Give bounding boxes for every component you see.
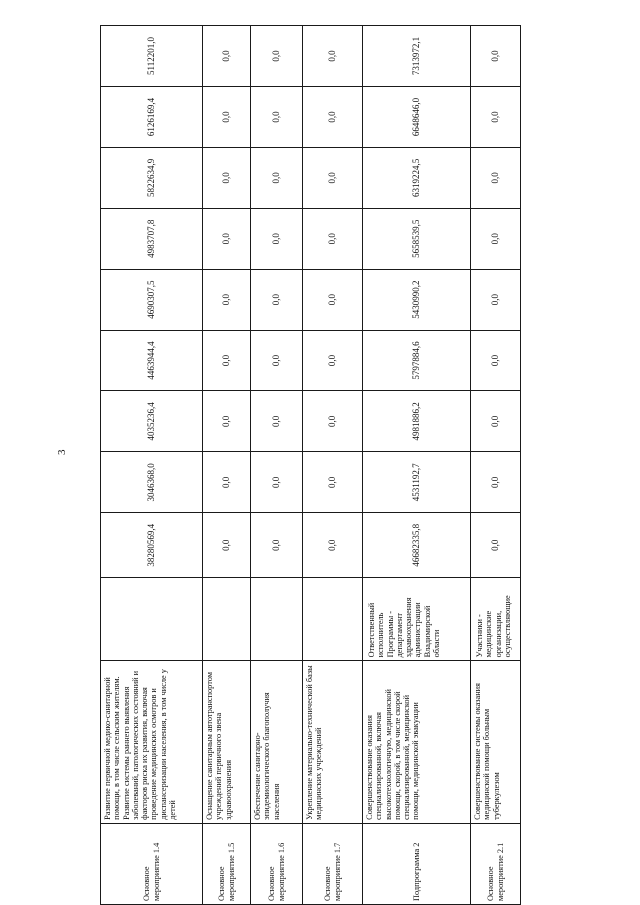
row-description: Совершенствование оказания специализированной, включая высокотехнологичную, медицинской помощи, скорой, в том числе скорой специализированной, медицинской помощи, медицинской эвакуации xyxy=(363,661,471,823)
row-responsible xyxy=(203,578,251,661)
value-cell: 38280569,4 xyxy=(101,513,203,578)
row-responsible: Ответственный исполнитель Программы - департамент здравоохранения администрации Владимирской области xyxy=(363,578,471,661)
value-cell: 0,0 xyxy=(251,26,303,87)
value-cell: 0,0 xyxy=(203,147,251,208)
value-cell: 5797884,6 xyxy=(363,330,471,391)
value-cell: 0,0 xyxy=(251,330,303,391)
row-label: Основное мероприятие 1.5 xyxy=(203,823,251,904)
value-cell: 4531192,7 xyxy=(363,452,471,513)
value-cell: 0,0 xyxy=(471,87,521,148)
value-cell: 46682335,8 xyxy=(363,513,471,578)
row-description: Развитие первичной медико-санитарной помощи, в том числе сельским жителям. Развитие системы раннего выявления заболеваний, патологических состояний и факторов риска их развития, включая проведение медицинских осмотров и диспансеризации населения, в том числе у детей xyxy=(101,661,203,823)
value-cell: 0,0 xyxy=(251,87,303,148)
rotated-table-container xyxy=(100,25,520,905)
value-cell: 0,0 xyxy=(471,330,521,391)
value-cell: 6126169,4 xyxy=(101,87,203,148)
row-responsible xyxy=(251,578,303,661)
value-cell: 4690307,5 xyxy=(101,269,203,330)
value-cell: 4981886,2 xyxy=(363,391,471,452)
value-cell: 6648646,0 xyxy=(363,87,471,148)
value-cell: 0,0 xyxy=(203,208,251,269)
table-row xyxy=(471,26,521,905)
value-cell: 0,0 xyxy=(203,513,251,578)
value-cell: 0,0 xyxy=(251,513,303,578)
value-cell: 0,0 xyxy=(203,26,251,87)
budget-table xyxy=(100,25,521,905)
value-cell: 3046368,0 xyxy=(101,452,203,513)
table-row xyxy=(303,26,363,905)
value-cell: 0,0 xyxy=(303,452,363,513)
value-cell: 6319224,5 xyxy=(363,147,471,208)
table-row xyxy=(101,26,203,905)
value-cell: 0,0 xyxy=(471,147,521,208)
value-cell: 0,0 xyxy=(471,391,521,452)
row-description: Укрепление материально-технической базы медицинских учреждений xyxy=(303,661,363,823)
row-label: Основное мероприятие 2.1 xyxy=(471,823,521,904)
value-cell: 4463944,4 xyxy=(101,330,203,391)
value-cell: 0,0 xyxy=(251,269,303,330)
value-cell: 0,0 xyxy=(471,269,521,330)
value-cell: 0,0 xyxy=(203,269,251,330)
value-cell: 0,0 xyxy=(471,208,521,269)
value-cell: 4035236,4 xyxy=(101,391,203,452)
value-cell: 0,0 xyxy=(303,208,363,269)
value-cell: 0,0 xyxy=(471,513,521,578)
value-cell: 0,0 xyxy=(303,330,363,391)
value-cell: 0,0 xyxy=(303,87,363,148)
value-cell: 4983707,8 xyxy=(101,208,203,269)
row-description: Обеспечение санитарно-эпидемиологического благополучия населения xyxy=(251,661,303,823)
value-cell: 5112201,0 xyxy=(101,26,203,87)
value-cell: 7313972,1 xyxy=(363,26,471,87)
row-responsible: Участники - медицинские организации, осуществляющие xyxy=(471,578,521,661)
row-description: Оснащение санитарным автотранспортом учреждений первичного звена здравоохранения xyxy=(203,661,251,823)
value-cell: 0,0 xyxy=(471,26,521,87)
row-label: Подпрограмма 2 xyxy=(363,823,471,904)
value-cell: 0,0 xyxy=(251,147,303,208)
page-number: 3 xyxy=(56,449,68,455)
value-cell: 0,0 xyxy=(203,391,251,452)
value-cell: 5658539,5 xyxy=(363,208,471,269)
value-cell: 0,0 xyxy=(303,147,363,208)
value-cell: 5430990,2 xyxy=(363,269,471,330)
value-cell: 0,0 xyxy=(471,452,521,513)
table-row xyxy=(251,26,303,905)
value-cell: 0,0 xyxy=(303,513,363,578)
table-row xyxy=(363,26,471,905)
value-cell: 0,0 xyxy=(203,87,251,148)
value-cell: 0,0 xyxy=(303,26,363,87)
table-row xyxy=(203,26,251,905)
value-cell: 0,0 xyxy=(251,452,303,513)
row-label: Основное мероприятие 1.6 xyxy=(251,823,303,904)
value-cell: 0,0 xyxy=(203,452,251,513)
value-cell: 0,0 xyxy=(251,391,303,452)
row-label: Основное мероприятие 1.7 xyxy=(303,823,363,904)
row-label: Основное мероприятие 1.4 xyxy=(101,823,203,904)
value-cell: 0,0 xyxy=(203,330,251,391)
row-responsible xyxy=(303,578,363,661)
value-cell: 0,0 xyxy=(303,269,363,330)
value-cell: 0,0 xyxy=(303,391,363,452)
value-cell: 5822634,9 xyxy=(101,147,203,208)
value-cell: 0,0 xyxy=(251,208,303,269)
row-responsible xyxy=(101,578,203,661)
row-description: Совершенствование системы оказания медицинской помощи больным туберкулезом xyxy=(471,661,521,823)
